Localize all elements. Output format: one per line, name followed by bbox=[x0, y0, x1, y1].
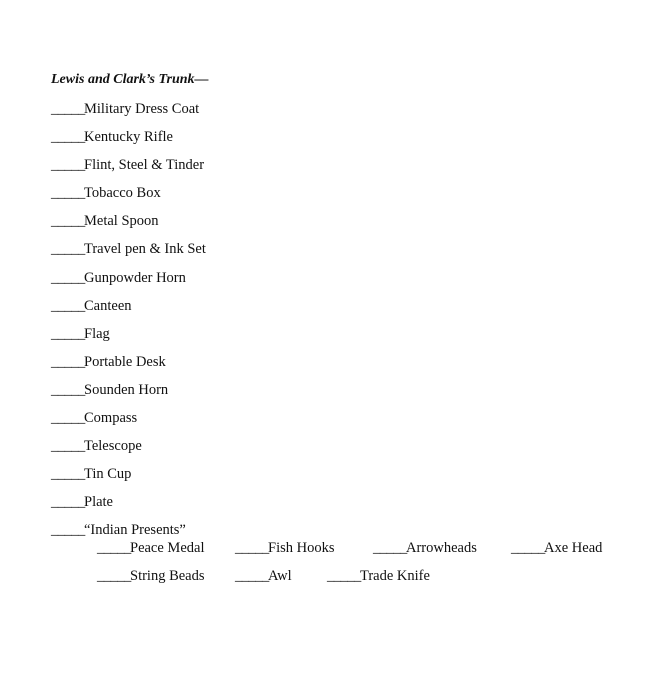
blank-line: _____ bbox=[511, 540, 545, 556]
blank-line: _____ bbox=[51, 381, 85, 398]
list-item bbox=[51, 381, 206, 409]
present-axe-head bbox=[511, 539, 602, 557]
blank-line: _____ bbox=[51, 438, 85, 455]
item-label: Tin Cup bbox=[84, 466, 132, 483]
blank-line: _____ bbox=[51, 410, 85, 427]
list-item bbox=[51, 212, 206, 240]
list-item bbox=[51, 465, 206, 493]
trunk-heading: Lewis and Clark’s Trunk— bbox=[51, 72, 209, 87]
list-item bbox=[51, 156, 206, 184]
list-item bbox=[51, 409, 206, 437]
blank-line: _____ bbox=[327, 568, 361, 584]
blank-line: _____ bbox=[235, 540, 269, 556]
item-label: Kentucky Rifle bbox=[84, 129, 173, 146]
present-label: Trade Knife bbox=[360, 568, 430, 584]
blank-line: _____ bbox=[51, 129, 85, 146]
blank-line: _____ bbox=[51, 353, 85, 370]
present-arrowheads bbox=[373, 539, 477, 557]
present-label: Peace Medal bbox=[130, 540, 205, 556]
item-label: Military Dress Coat bbox=[84, 101, 200, 117]
list-item bbox=[51, 437, 206, 465]
present-label: String Beads bbox=[130, 568, 205, 584]
list-item bbox=[51, 128, 206, 156]
item-label: Metal Spoon bbox=[84, 213, 159, 230]
present-label: Fish Hooks bbox=[268, 540, 335, 556]
item-label: Flint, Steel & Tinder bbox=[84, 157, 205, 174]
trunk-checklist bbox=[51, 100, 206, 550]
list-item bbox=[51, 297, 206, 325]
blank-line: _____ bbox=[51, 494, 85, 511]
blank-line: _____ bbox=[51, 157, 85, 174]
present-trade-knife bbox=[327, 567, 430, 585]
blank-line: _____ bbox=[51, 213, 85, 230]
list-item bbox=[51, 325, 206, 353]
list-item bbox=[51, 353, 206, 381]
item-label: Telescope bbox=[84, 438, 142, 455]
list-item bbox=[51, 184, 206, 212]
list-item bbox=[51, 493, 206, 521]
present-label: Arrowheads bbox=[406, 540, 477, 556]
list-item bbox=[51, 269, 206, 297]
item-label: “Indian Presents” bbox=[84, 522, 186, 539]
item-label: Tobacco Box bbox=[84, 185, 161, 202]
blank-line: _____ bbox=[51, 241, 85, 258]
blank-line: _____ bbox=[51, 466, 85, 483]
item-label: Flag bbox=[84, 325, 110, 342]
item-label: Plate bbox=[84, 494, 113, 511]
item-label: Compass bbox=[84, 410, 138, 427]
present-label: Awl bbox=[268, 568, 292, 584]
blank-line: _____ bbox=[51, 297, 85, 314]
item-label: Gunpowder Horn bbox=[84, 269, 186, 286]
present-fish-hooks bbox=[235, 539, 334, 557]
present-string-beads bbox=[97, 567, 205, 585]
item-label: Travel pen & Ink Set bbox=[84, 241, 206, 258]
blank-line: _____ bbox=[51, 101, 85, 117]
blank-line: _____ bbox=[235, 568, 269, 584]
blank-line: _____ bbox=[51, 269, 85, 286]
blank-line: _____ bbox=[51, 522, 85, 539]
item-label: Portable Desk bbox=[84, 353, 166, 370]
list-item bbox=[51, 100, 206, 128]
blank-line: _____ bbox=[51, 185, 85, 202]
item-label: Canteen bbox=[84, 297, 132, 314]
present-awl bbox=[235, 567, 292, 585]
item-label: Sounden Horn bbox=[84, 381, 169, 398]
blank-line: _____ bbox=[373, 540, 407, 556]
present-peace-medal bbox=[97, 539, 204, 557]
blank-line: _____ bbox=[51, 325, 85, 342]
blank-line: _____ bbox=[97, 540, 131, 556]
present-label: Axe Head bbox=[544, 540, 603, 556]
blank-line: _____ bbox=[97, 568, 131, 584]
list-item bbox=[51, 240, 206, 268]
